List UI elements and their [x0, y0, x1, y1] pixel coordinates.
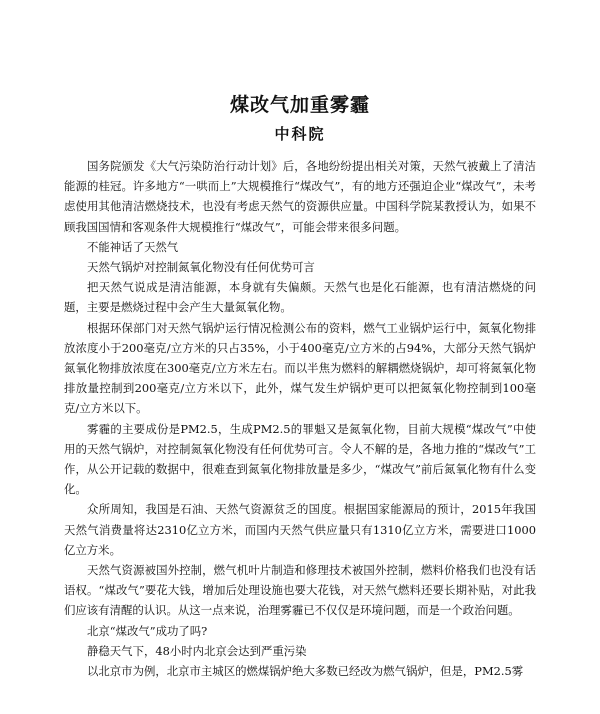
paragraph: 以北京市为例，北京市主城区的燃煤锅炉绝大多数已经改为燃气锅炉，但是，PM2.5雾: [87, 664, 524, 679]
paragraph: 国务院颁发《大气污染防治行动计划》后，各地纷纷提出相关对策，天然气被戴上了清洁能源的桂冠。许多地方“一哄而上”大规模推行“煤改气”，有的地方还强迫企业“煤改气”，未考虑使用其他清洁燃烧技术，也没有考虑天然气的资源供应量。中国科学院某教授认为，如果不顾我国国情和客观条件大规模推行“煤改气”，可能会带来很多问题。: [64, 159, 536, 234]
article-title: 煤改气加重雾霾: [229, 94, 370, 116]
paragraph: 根据环保部门对天然气锅炉运行情况检测公布的资料，燃气工业锅炉运行中，氮氧化物排放浓度小于200毫克/立方米的只占35%，小于400毫克/立方米的占94%，大部分天然气锅炉氮氧化物排放浓度在300毫克/立方米左右。而以半焦为燃料的解耦燃烧锅炉，却可将氮氧化物排放量控制到200毫克/立方米以下，此外，煤气发生炉锅炉更可以把氮氧化物控制到100毫克/立方米以下。: [64, 320, 536, 416]
section-heading: 北京“煤改气”成功了吗?: [87, 623, 208, 638]
paragraph: 雾霾的主要成份是PM2.5，生成PM2.5的罪魁又是氮氧化物，目前大规模“煤改气”中使用的天然气锅炉，对控制氮氧化物没有任何优势可言。令人不解的是，各地力推的“煤改气”工作，从公开记载的数据中，很难查到氮氧化物排放量是多少，“煤改气”前后氮氧化物有什么变化。: [64, 421, 536, 497]
article-body: [64, 156, 536, 681]
sub-heading: 静稳天气下，48小时内北京会达到严重污染: [87, 643, 307, 658]
article-author: 中科院: [274, 125, 326, 143]
paragraph: 众所周知，我国是石油、天然气资源贫乏的国度。根据国家能源局的预计，2015年我国天然气消费量将达2310亿立方米，而国内天然气供应量只有1310亿立方米，需要进口1000亿立方米。: [64, 502, 536, 557]
paragraph: 天然气资源被国外控制，燃气机叶片制造和修理技术被国外控制，燃料价格我们也没有话语权。“煤改气”要花大钱，增加后处理设施也要大花钱，对天然气燃料还要长期补贴，对此我们应该有清醒的认识。从这一点来说，治理雾霾已不仅仅是环境问题，而是一个政治问题。: [64, 563, 536, 618]
paragraph: 把天然气说成是清洁能源，本身就有失偏颇。天然气也是化石能源，也有清洁燃烧的问题，主要是燃烧过程中会产生大量氮氧化物。: [64, 280, 536, 315]
section-heading: 不能神话了天然气: [87, 239, 179, 254]
sub-heading: 天然气锅炉对控制氮氧化物没有任何优势可言: [87, 260, 315, 275]
